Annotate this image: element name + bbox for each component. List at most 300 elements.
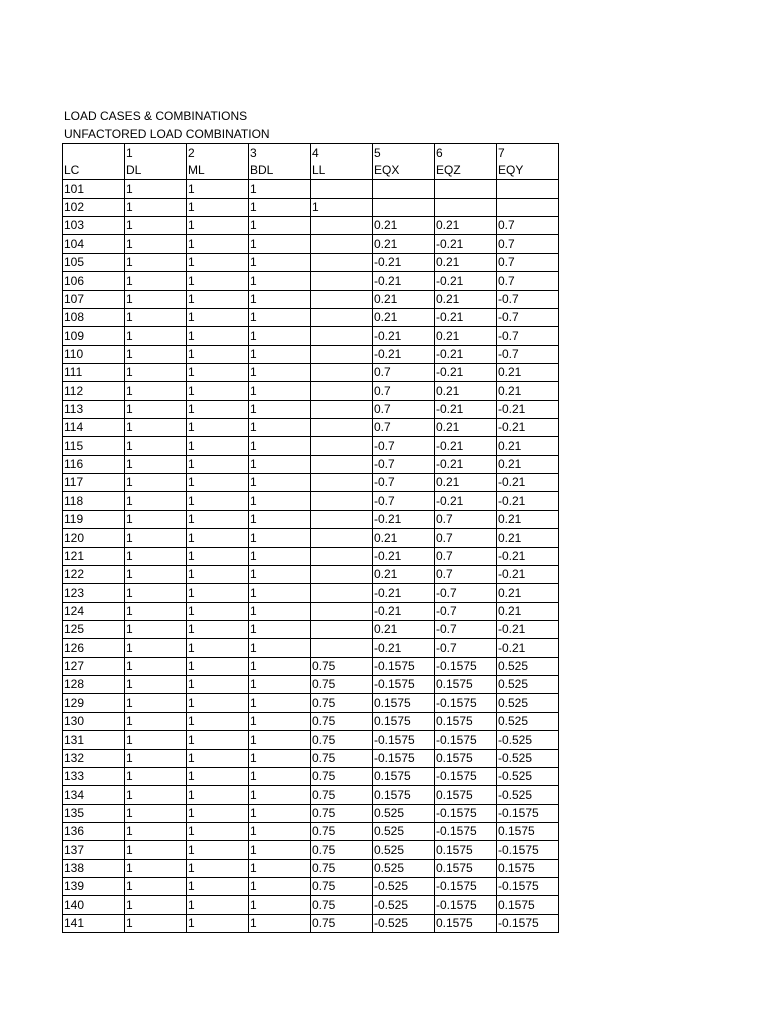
table-cell: 0.1575 xyxy=(373,786,435,804)
table-cell xyxy=(497,180,559,198)
table-cell: -0.7 xyxy=(373,474,435,492)
table-cell: 1 xyxy=(187,382,249,400)
table-cell xyxy=(311,235,373,253)
table-cell xyxy=(311,345,373,363)
table-cell xyxy=(311,217,373,235)
header-name-cell: BDL xyxy=(249,162,311,180)
table-cell: 0.75 xyxy=(311,786,373,804)
table-cell xyxy=(435,180,497,198)
table-row xyxy=(63,896,559,914)
header-number-cell: 6 xyxy=(435,144,497,163)
table-cell: 113 xyxy=(63,400,125,418)
table-cell: 0.1575 xyxy=(373,694,435,712)
table-cell: 0.7 xyxy=(373,419,435,437)
table-cell: 1 xyxy=(125,584,187,602)
table-cell: -0.21 xyxy=(497,492,559,510)
table-cell: 1 xyxy=(187,712,249,730)
table-cell: 1 xyxy=(125,804,187,822)
table-cell: 112 xyxy=(63,382,125,400)
table-cell: 0.7 xyxy=(497,272,559,290)
table-row xyxy=(63,492,559,510)
table-cell: 1 xyxy=(249,437,311,455)
table-cell: 132 xyxy=(63,749,125,767)
table-cell: 1 xyxy=(187,327,249,345)
table-cell: 1 xyxy=(249,272,311,290)
table-cell: 1 xyxy=(187,217,249,235)
table-row xyxy=(63,510,559,528)
table-cell: -0.1575 xyxy=(435,731,497,749)
header-number-cell xyxy=(63,144,125,163)
table-cell: 0.1575 xyxy=(497,822,559,840)
table-cell: -0.21 xyxy=(435,363,497,381)
header-number-cell: 2 xyxy=(187,144,249,163)
table-cell: 131 xyxy=(63,731,125,749)
table-cell: 1 xyxy=(125,639,187,657)
table-cell: 1 xyxy=(249,804,311,822)
table-cell: 0.7 xyxy=(497,235,559,253)
table-row xyxy=(63,676,559,694)
table-cell: 0.21 xyxy=(373,290,435,308)
table-cell: -0.21 xyxy=(373,272,435,290)
table-cell: 1 xyxy=(125,217,187,235)
table-cell: 118 xyxy=(63,492,125,510)
table-cell: -0.7 xyxy=(497,290,559,308)
table-cell: 1 xyxy=(125,382,187,400)
table-cell: 122 xyxy=(63,565,125,583)
table-cell: 1 xyxy=(125,547,187,565)
header-number-cell: 1 xyxy=(125,144,187,163)
table-cell: 0.7 xyxy=(497,217,559,235)
table-cell: 0.525 xyxy=(373,859,435,877)
table-cell: 0.21 xyxy=(435,217,497,235)
table-row xyxy=(63,345,559,363)
table-cell: 1 xyxy=(249,859,311,877)
table-cell: 1 xyxy=(125,492,187,510)
table-cell: 128 xyxy=(63,676,125,694)
table-cell: -0.21 xyxy=(435,400,497,418)
table-row xyxy=(63,217,559,235)
table-cell: 121 xyxy=(63,547,125,565)
table-cell: 138 xyxy=(63,859,125,877)
table-cell: 0.1575 xyxy=(373,712,435,730)
table-cell: 1 xyxy=(187,767,249,785)
table-cell: 0.525 xyxy=(373,804,435,822)
table-cell xyxy=(311,510,373,528)
table-cell: 119 xyxy=(63,510,125,528)
table-cell: 1 xyxy=(125,914,187,932)
table-row xyxy=(63,180,559,198)
table-row xyxy=(63,804,559,822)
table-cell: -0.1575 xyxy=(435,822,497,840)
table-cell xyxy=(311,180,373,198)
table-cell: 0.21 xyxy=(497,382,559,400)
table-cell: 0.21 xyxy=(497,437,559,455)
table-cell: -0.21 xyxy=(435,272,497,290)
table-cell: 127 xyxy=(63,657,125,675)
table-cell: 102 xyxy=(63,198,125,216)
table-cell: -0.21 xyxy=(435,308,497,326)
table-cell: 0.21 xyxy=(435,327,497,345)
document-subtitle: UNFACTORED LOAD COMBINATION xyxy=(64,127,270,141)
table-cell: 0.1575 xyxy=(435,712,497,730)
table-cell: -0.7 xyxy=(497,327,559,345)
table-cell xyxy=(311,290,373,308)
table-cell: 1 xyxy=(187,841,249,859)
table-cell: 1 xyxy=(249,786,311,804)
table-cell: -0.1575 xyxy=(435,767,497,785)
header-name-cell: EQX xyxy=(373,162,435,180)
table-cell: 141 xyxy=(63,914,125,932)
table-cell: 1 xyxy=(187,180,249,198)
table-cell: -0.7 xyxy=(497,345,559,363)
table-cell: 0.75 xyxy=(311,731,373,749)
table-cell: -0.525 xyxy=(373,878,435,896)
table-cell: 114 xyxy=(63,419,125,437)
table-row xyxy=(63,878,559,896)
table-cell: 1 xyxy=(249,657,311,675)
table-cell: 1 xyxy=(187,859,249,877)
table-row xyxy=(63,382,559,400)
table-cell: -0.1575 xyxy=(497,841,559,859)
table-cell: 0.1575 xyxy=(435,914,497,932)
table-cell: 120 xyxy=(63,529,125,547)
table-cell: -0.7 xyxy=(497,308,559,326)
table-cell: 105 xyxy=(63,253,125,271)
table-cell: -0.1575 xyxy=(497,804,559,822)
table-cell: 1 xyxy=(125,345,187,363)
table-cell: 0.1575 xyxy=(435,859,497,877)
table-cell: 0.21 xyxy=(435,382,497,400)
table-row xyxy=(63,235,559,253)
table-row xyxy=(63,419,559,437)
table-row xyxy=(63,749,559,767)
table-row xyxy=(63,455,559,473)
table-cell: 1 xyxy=(187,492,249,510)
table-cell xyxy=(311,419,373,437)
table-cell xyxy=(435,198,497,216)
table-cell: 1 xyxy=(125,419,187,437)
table-cell: 1 xyxy=(187,253,249,271)
table-cell: 136 xyxy=(63,822,125,840)
table-cell: 0.1575 xyxy=(435,676,497,694)
table-cell: 1 xyxy=(125,308,187,326)
table-row xyxy=(63,694,559,712)
table-cell: 1 xyxy=(125,198,187,216)
table-row xyxy=(63,529,559,547)
document-title: LOAD CASES & COMBINATIONS xyxy=(64,109,248,123)
table-cell: -0.7 xyxy=(435,584,497,602)
table-cell: 0.7 xyxy=(435,510,497,528)
table-cell: 1 xyxy=(187,455,249,473)
table-cell: -0.1575 xyxy=(497,914,559,932)
table-row xyxy=(63,584,559,602)
table-cell: -0.21 xyxy=(373,547,435,565)
table-cell: 0.21 xyxy=(435,474,497,492)
table-cell: 1 xyxy=(249,363,311,381)
table-cell: 126 xyxy=(63,639,125,657)
table-cell: 1 xyxy=(187,510,249,528)
table-row xyxy=(63,327,559,345)
table-cell: 1 xyxy=(249,180,311,198)
table-cell: -0.1575 xyxy=(435,694,497,712)
table-cell: -0.525 xyxy=(373,914,435,932)
table-cell: 1 xyxy=(187,272,249,290)
table-cell: 0.75 xyxy=(311,712,373,730)
header-name-row xyxy=(63,162,559,180)
table-cell: 1 xyxy=(187,547,249,565)
table-cell: 134 xyxy=(63,786,125,804)
table-row xyxy=(63,712,559,730)
table-cell: 1 xyxy=(125,180,187,198)
table-cell: 1 xyxy=(249,841,311,859)
table-body xyxy=(63,144,559,933)
table-cell xyxy=(373,180,435,198)
table-cell: 1 xyxy=(125,712,187,730)
table-cell: 1 xyxy=(249,565,311,583)
table-cell: 130 xyxy=(63,712,125,730)
table-cell: 0.21 xyxy=(373,217,435,235)
table-cell: 115 xyxy=(63,437,125,455)
table-cell: 0.21 xyxy=(373,235,435,253)
table-row xyxy=(63,914,559,932)
table-cell: 0.21 xyxy=(435,253,497,271)
table-cell: 0.21 xyxy=(373,308,435,326)
table-cell: 1 xyxy=(125,437,187,455)
table-cell: 1 xyxy=(249,400,311,418)
table-cell: -0.7 xyxy=(373,492,435,510)
table-cell xyxy=(311,437,373,455)
table-cell: 1 xyxy=(187,639,249,657)
table-cell: 0.1575 xyxy=(435,786,497,804)
table-cell xyxy=(373,198,435,216)
table-cell: 1 xyxy=(125,767,187,785)
table-cell xyxy=(311,584,373,602)
table-cell: 1 xyxy=(125,749,187,767)
table-cell: 0.525 xyxy=(373,841,435,859)
table-cell: -0.21 xyxy=(435,455,497,473)
table-cell: 1 xyxy=(249,914,311,932)
table-cell: 1 xyxy=(249,878,311,896)
table-cell: 1 xyxy=(249,217,311,235)
table-cell: 1 xyxy=(187,235,249,253)
table-cell: 1 xyxy=(125,510,187,528)
table-cell: 1 xyxy=(125,657,187,675)
table-cell: 1 xyxy=(187,822,249,840)
table-cell: 0.7 xyxy=(497,253,559,271)
table-cell: -0.525 xyxy=(373,896,435,914)
table-cell: 0.525 xyxy=(497,657,559,675)
table-cell: -0.21 xyxy=(497,620,559,638)
table-cell: 139 xyxy=(63,878,125,896)
table-cell: 111 xyxy=(63,363,125,381)
table-cell: -0.1575 xyxy=(435,657,497,675)
table-row xyxy=(63,308,559,326)
table-cell: 1 xyxy=(187,786,249,804)
table-cell: 1 xyxy=(187,914,249,932)
table-cell xyxy=(311,327,373,345)
document-header xyxy=(64,107,270,143)
table-cell: 1 xyxy=(187,419,249,437)
table-cell: 0.7 xyxy=(373,363,435,381)
table-cell: 1 xyxy=(187,602,249,620)
table-row xyxy=(63,841,559,859)
table-cell xyxy=(311,620,373,638)
table-cell: -0.525 xyxy=(497,767,559,785)
header-name-cell: DL xyxy=(125,162,187,180)
table-cell: 1 xyxy=(125,363,187,381)
header-number-cell: 3 xyxy=(249,144,311,163)
table-cell: 1 xyxy=(125,676,187,694)
table-cell: 104 xyxy=(63,235,125,253)
table-cell: 1 xyxy=(249,455,311,473)
table-cell: 1 xyxy=(125,565,187,583)
table-cell: 1 xyxy=(249,694,311,712)
table-cell: 0.21 xyxy=(497,510,559,528)
table-cell: 0.21 xyxy=(373,620,435,638)
table-row xyxy=(63,565,559,583)
table-cell: 0.75 xyxy=(311,914,373,932)
table-cell: 0.7 xyxy=(435,547,497,565)
table-cell: 1 xyxy=(249,382,311,400)
table-cell xyxy=(311,474,373,492)
header-name-cell: ML xyxy=(187,162,249,180)
table-cell: -0.7 xyxy=(435,602,497,620)
table-cell: -0.21 xyxy=(373,345,435,363)
table-cell: 1 xyxy=(249,419,311,437)
table-row xyxy=(63,620,559,638)
table-cell: -0.21 xyxy=(373,639,435,657)
table-cell: 0.1575 xyxy=(435,841,497,859)
header-number-cell: 4 xyxy=(311,144,373,163)
table-cell xyxy=(311,400,373,418)
table-cell: 0.21 xyxy=(373,529,435,547)
table-row xyxy=(63,859,559,877)
table-cell: 129 xyxy=(63,694,125,712)
table-cell: -0.21 xyxy=(497,419,559,437)
header-number-cell: 7 xyxy=(497,144,559,163)
table-cell: 1 xyxy=(187,290,249,308)
table-cell: 1 xyxy=(125,455,187,473)
table-cell: 108 xyxy=(63,308,125,326)
table-cell: 1 xyxy=(249,639,311,657)
table-cell: -0.525 xyxy=(497,731,559,749)
table-cell: 0.75 xyxy=(311,896,373,914)
table-cell: 0.525 xyxy=(497,676,559,694)
table-cell: 133 xyxy=(63,767,125,785)
table-cell: -0.1575 xyxy=(435,878,497,896)
table-cell: 140 xyxy=(63,896,125,914)
table-cell: 1 xyxy=(125,859,187,877)
table-cell: 1 xyxy=(125,253,187,271)
table-cell xyxy=(311,529,373,547)
table-cell: 1 xyxy=(187,620,249,638)
table-row xyxy=(63,547,559,565)
table-row xyxy=(63,400,559,418)
table-cell: 0.21 xyxy=(497,455,559,473)
table-row xyxy=(63,602,559,620)
table-cell: -0.21 xyxy=(373,510,435,528)
table-cell xyxy=(311,602,373,620)
table-cell: 1 xyxy=(249,749,311,767)
table-cell: 0.525 xyxy=(373,822,435,840)
table-cell: 1 xyxy=(187,529,249,547)
table-cell: 1 xyxy=(187,584,249,602)
table-cell: -0.1575 xyxy=(435,804,497,822)
table-cell: 0.21 xyxy=(435,419,497,437)
table-cell: 0.7 xyxy=(373,400,435,418)
table-cell: 135 xyxy=(63,804,125,822)
table-cell: 0.1575 xyxy=(497,859,559,877)
table-cell: 0.525 xyxy=(497,712,559,730)
table-cell: 1 xyxy=(249,547,311,565)
table-cell: 1 xyxy=(249,676,311,694)
table-cell: 1 xyxy=(187,878,249,896)
table-cell: 0.75 xyxy=(311,676,373,694)
table-cell: 1 xyxy=(125,822,187,840)
table-cell: 1 xyxy=(187,676,249,694)
table-cell: 0.7 xyxy=(435,529,497,547)
header-number-row xyxy=(63,144,559,163)
table-row xyxy=(63,198,559,216)
table-cell: -0.1575 xyxy=(373,657,435,675)
table-cell: 1 xyxy=(187,749,249,767)
table-cell: 0.21 xyxy=(497,363,559,381)
table-cell: -0.1575 xyxy=(373,731,435,749)
table-cell: 0.1575 xyxy=(373,767,435,785)
table-cell: 1 xyxy=(187,437,249,455)
table-cell: -0.7 xyxy=(373,437,435,455)
table-row xyxy=(63,786,559,804)
table-cell xyxy=(311,272,373,290)
table-cell: -0.21 xyxy=(497,474,559,492)
table-cell xyxy=(311,547,373,565)
table-cell: 1 xyxy=(249,529,311,547)
table-cell: 1 xyxy=(187,804,249,822)
table-cell: 1 xyxy=(125,272,187,290)
table-cell: 0.75 xyxy=(311,859,373,877)
table-cell: 1 xyxy=(187,308,249,326)
table-cell: 106 xyxy=(63,272,125,290)
table-cell: 101 xyxy=(63,180,125,198)
table-cell: -0.1575 xyxy=(373,749,435,767)
header-number-cell: 5 xyxy=(373,144,435,163)
table-cell: 0.7 xyxy=(373,382,435,400)
table-cell: 1 xyxy=(187,400,249,418)
table-cell: 0.1575 xyxy=(497,896,559,914)
table-cell: 1 xyxy=(249,620,311,638)
table-cell: 1 xyxy=(187,474,249,492)
table-row xyxy=(63,657,559,675)
table-row xyxy=(63,639,559,657)
header-name-cell: EQZ xyxy=(435,162,497,180)
table-cell: 0.75 xyxy=(311,749,373,767)
table-cell: 0.21 xyxy=(497,584,559,602)
table-cell: 109 xyxy=(63,327,125,345)
header-name-cell: EQY xyxy=(497,162,559,180)
table-cell xyxy=(311,492,373,510)
table-cell: -0.1575 xyxy=(435,896,497,914)
table-row xyxy=(63,272,559,290)
table-cell: 1 xyxy=(125,731,187,749)
table-cell: 1 xyxy=(125,290,187,308)
table-cell: 0.75 xyxy=(311,878,373,896)
table-cell: 125 xyxy=(63,620,125,638)
table-cell: 1 xyxy=(249,584,311,602)
table-cell: -0.21 xyxy=(373,602,435,620)
table-cell: 0.75 xyxy=(311,822,373,840)
table-cell: 1 xyxy=(249,731,311,749)
load-combination-table xyxy=(62,143,559,933)
